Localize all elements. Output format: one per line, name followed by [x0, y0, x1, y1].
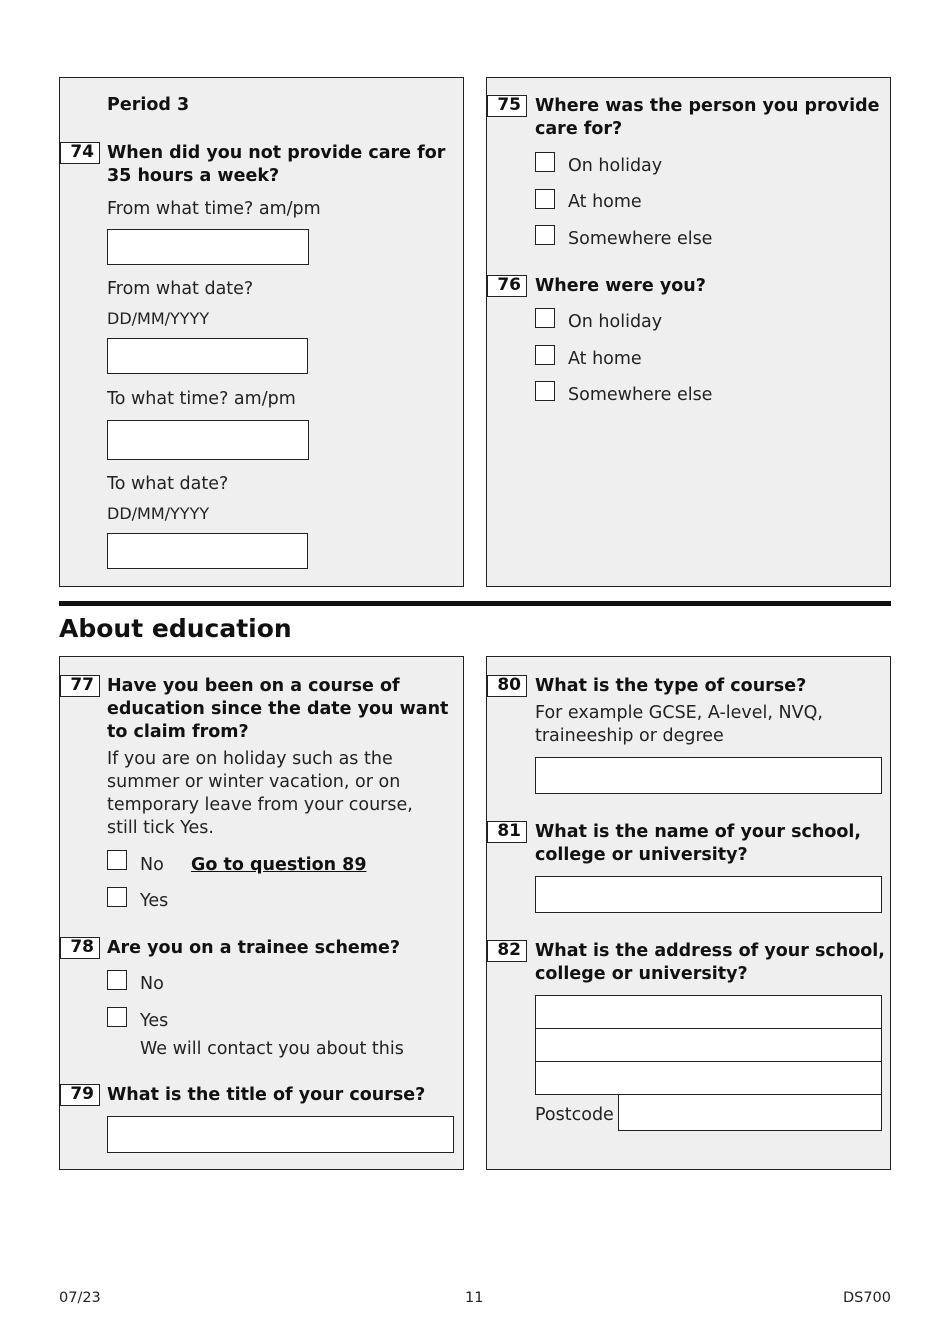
- q78-yes-note: We will contact you about this: [140, 1039, 404, 1059]
- question-number-74: 74: [60, 142, 100, 164]
- q77-yes-label: Yes: [140, 891, 169, 911]
- from-time-label: From what time? am/pm: [107, 199, 321, 219]
- period-heading: Period 3: [107, 95, 190, 115]
- question-79-title: What is the title of your course?: [107, 1085, 426, 1105]
- question-number-81: 81: [487, 821, 527, 843]
- education-left-panel: [59, 656, 464, 1170]
- q75-on-holiday-checkbox[interactable]: [535, 152, 555, 172]
- footer-date-code: 07/23: [59, 1290, 101, 1306]
- location-panel: [486, 77, 891, 587]
- q76-at-home-label: At home: [568, 349, 642, 369]
- question-77-help: If you are on holiday such as the summer or winter vacation, or on temporary leave from your course, still tick Yes.: [107, 749, 413, 838]
- question-number-80: 80: [487, 675, 527, 697]
- to-date-hint: DD/MM/YYYY: [107, 504, 210, 523]
- from-date-label: From what date?: [107, 279, 254, 299]
- question-number-82: 82: [487, 940, 527, 962]
- footer-form-code: DS700: [842, 1290, 891, 1306]
- question-number-79: 79: [60, 1084, 100, 1106]
- address-line-2-input[interactable]: [535, 1028, 882, 1062]
- question-78-title: Are you on a trainee scheme?: [107, 938, 401, 958]
- school-name-input[interactable]: [535, 876, 882, 913]
- period-panel: [59, 77, 464, 587]
- question-number-76: 76: [487, 275, 527, 297]
- to-date-label: To what date?: [107, 474, 229, 494]
- address-line-3-input[interactable]: [535, 1061, 882, 1095]
- from-date-input[interactable]: [107, 338, 308, 374]
- question-74-title: When did you not provide care for 35 hours a week?: [107, 143, 446, 186]
- question-76-title: Where were you?: [535, 276, 706, 296]
- question-77-title: Have you been on a course of education since the date you want to claim from?: [107, 676, 449, 742]
- to-time-input[interactable]: [107, 420, 309, 460]
- q78-yes-label: Yes: [140, 1011, 169, 1031]
- q77-yes-checkbox[interactable]: [107, 887, 127, 907]
- question-number-78: 78: [60, 937, 100, 959]
- from-date-hint: DD/MM/YYYY: [107, 309, 210, 328]
- to-time-label: To what time? am/pm: [107, 389, 296, 409]
- section-heading-education: About education: [59, 614, 292, 643]
- address-line-1-input[interactable]: [535, 995, 882, 1029]
- to-date-input[interactable]: [107, 533, 308, 569]
- question-80-hint: For example GCSE, A-level, NVQ, traineeship or degree: [535, 703, 823, 746]
- education-right-panel: [486, 656, 891, 1170]
- q76-on-holiday-checkbox[interactable]: [535, 308, 555, 328]
- question-81-title: What is the name of your school, college or university?: [535, 822, 862, 865]
- q75-somewhere-else-checkbox[interactable]: [535, 225, 555, 245]
- q75-on-holiday-label: On holiday: [568, 156, 663, 176]
- footer-page-number: 11: [465, 1290, 484, 1306]
- q77-no-label: No: [140, 855, 164, 875]
- course-title-input[interactable]: [107, 1116, 454, 1153]
- q75-at-home-label: At home: [568, 192, 642, 212]
- from-time-input[interactable]: [107, 229, 309, 265]
- q78-yes-checkbox[interactable]: [107, 1007, 127, 1027]
- question-number-75: 75: [487, 95, 527, 117]
- q76-somewhere-else-label: Somewhere else: [568, 385, 713, 405]
- postcode-input[interactable]: [618, 1094, 882, 1131]
- q76-at-home-checkbox[interactable]: [535, 345, 555, 365]
- q75-somewhere-else-label: Somewhere else: [568, 229, 713, 249]
- go-to-question-89-link[interactable]: Go to question 89: [191, 855, 367, 875]
- question-75-title: Where was the person you provide care for?: [535, 96, 880, 139]
- q76-somewhere-else-checkbox[interactable]: [535, 381, 555, 401]
- postcode-label: Postcode: [535, 1105, 614, 1125]
- course-type-input[interactable]: [535, 757, 882, 794]
- q78-no-label: No: [140, 974, 164, 994]
- q77-no-checkbox[interactable]: [107, 850, 127, 870]
- q75-at-home-checkbox[interactable]: [535, 189, 555, 209]
- question-80-title: What is the type of course?: [535, 676, 807, 696]
- q76-on-holiday-label: On holiday: [568, 312, 663, 332]
- section-divider: [59, 601, 891, 606]
- q78-no-checkbox[interactable]: [107, 970, 127, 990]
- question-number-77: 77: [60, 675, 100, 697]
- question-82-title: What is the address of your school, college or university?: [535, 941, 885, 984]
